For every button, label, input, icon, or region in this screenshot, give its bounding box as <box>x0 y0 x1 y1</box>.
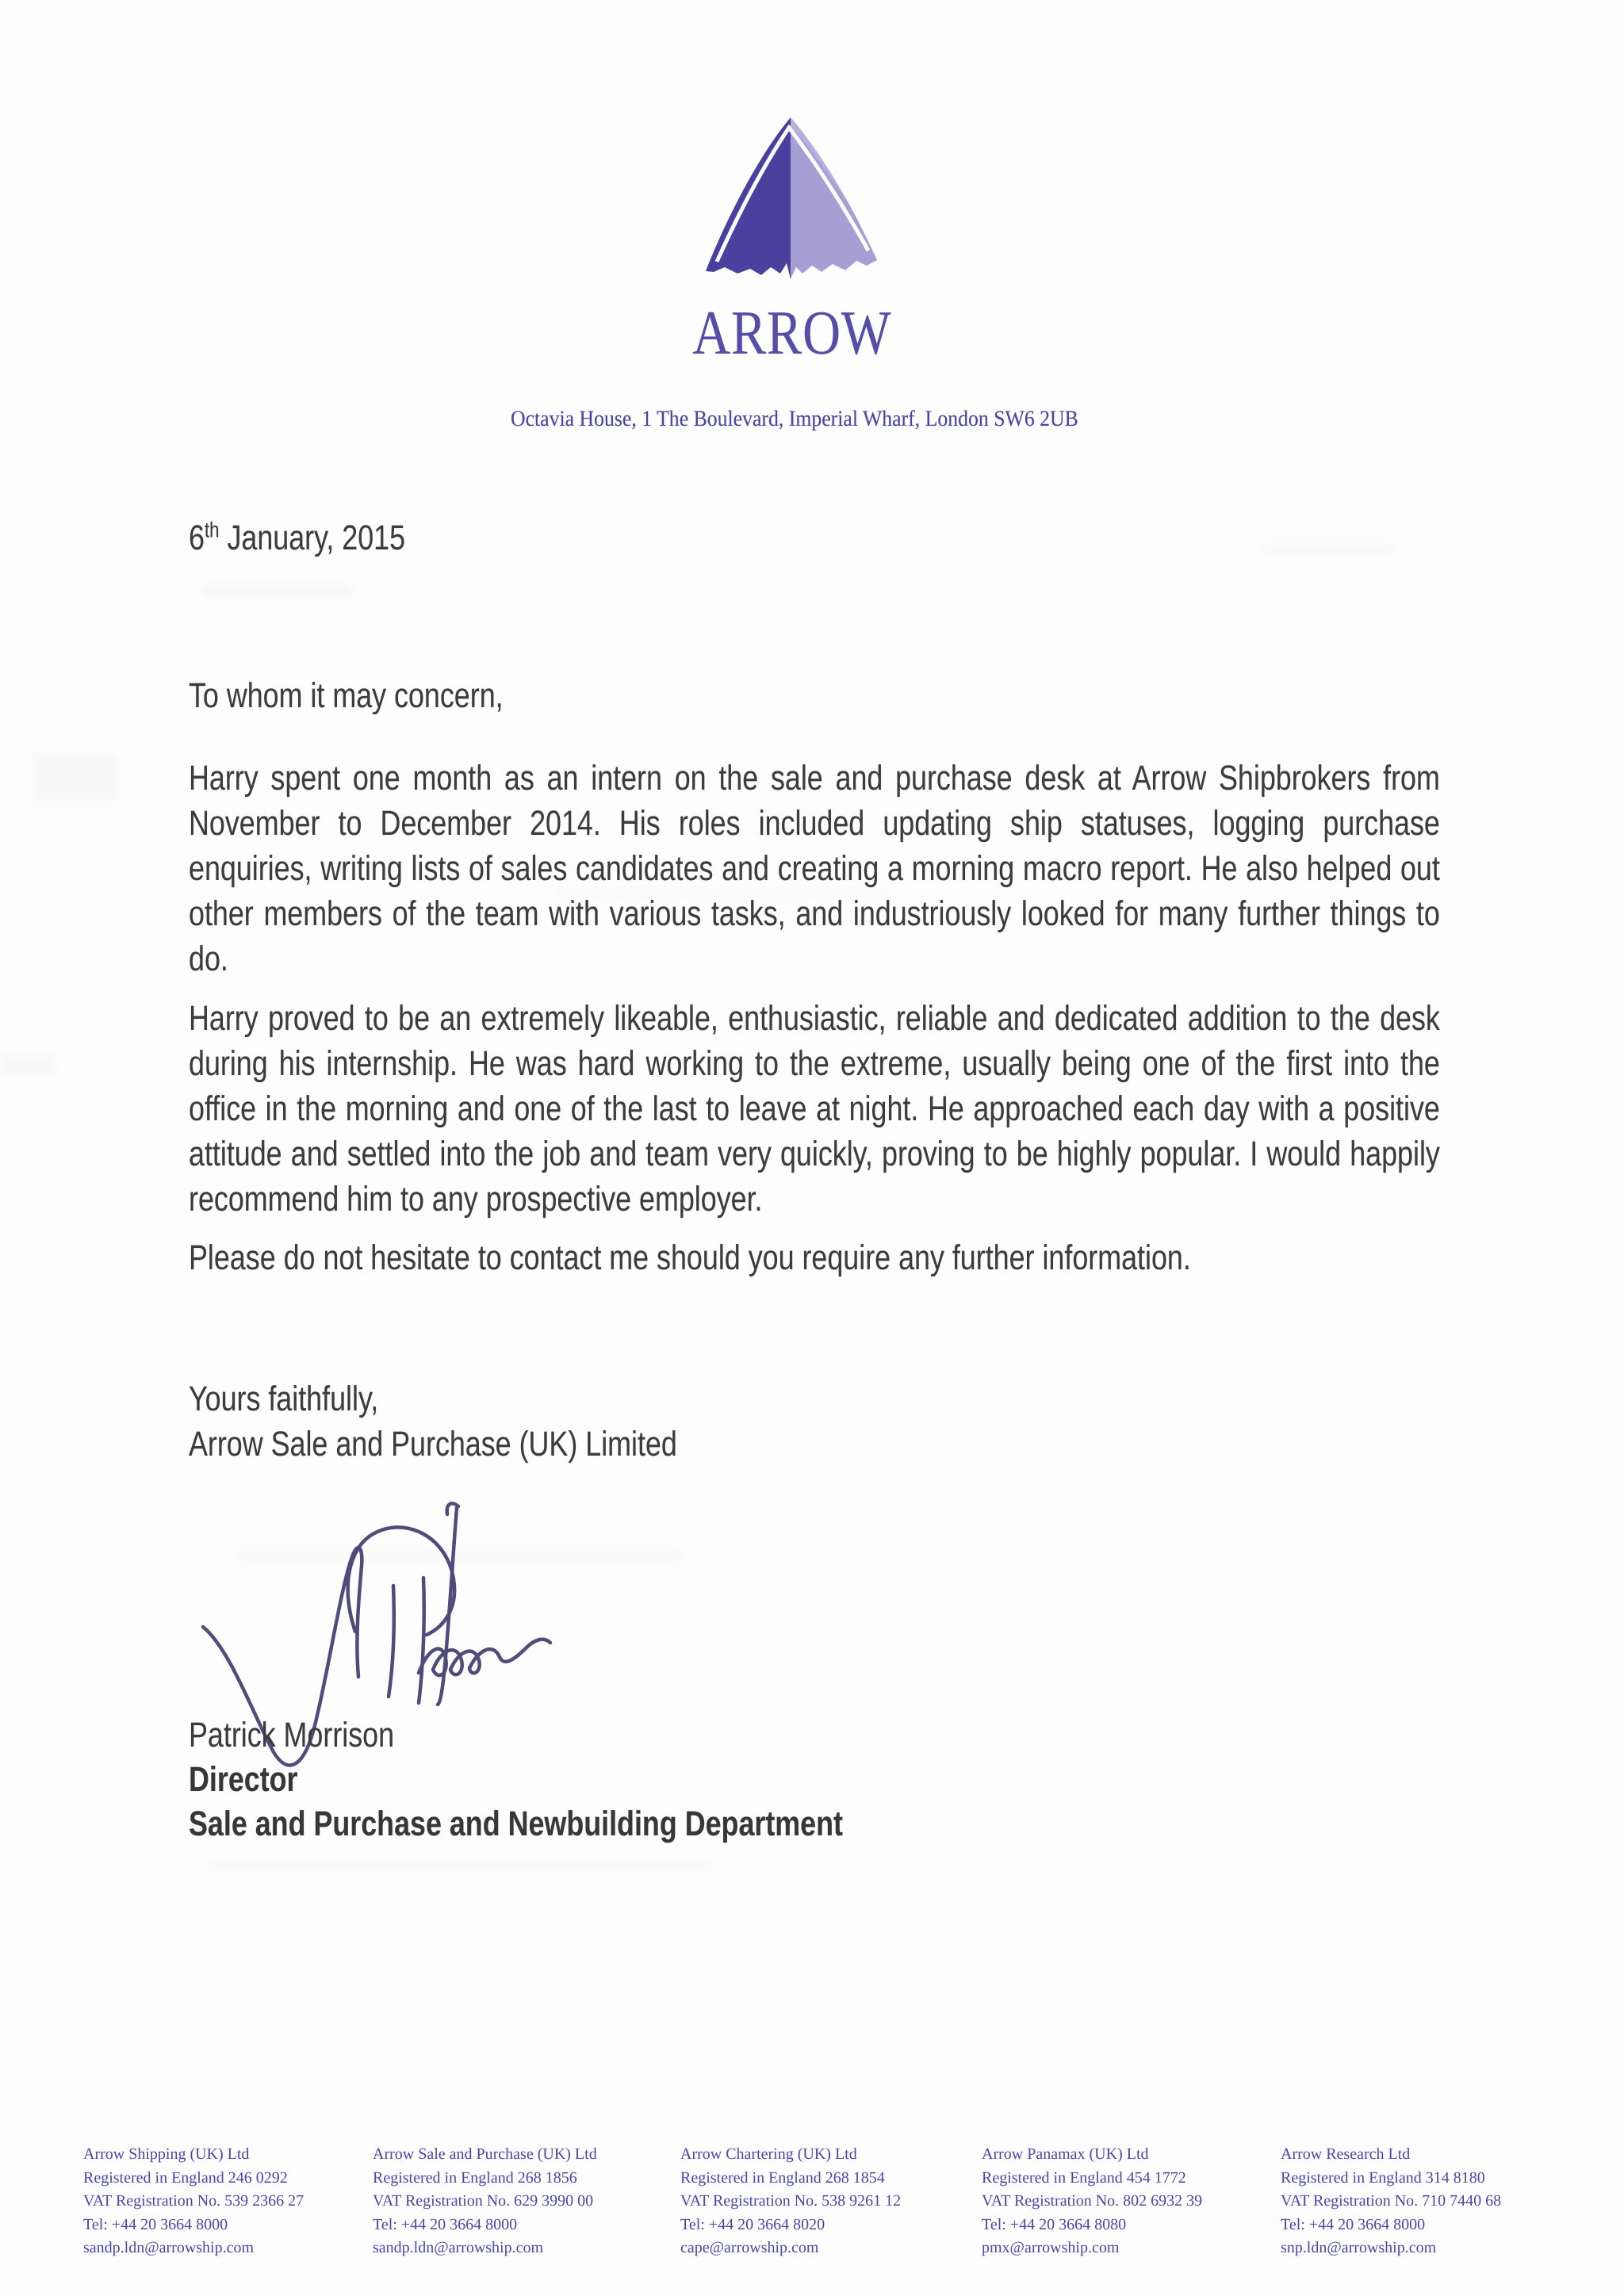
company-vat: VAT Registration No. 539 2366 27 <box>83 2192 304 2210</box>
company-registration: Registered in England 268 1856 <box>373 2168 577 2187</box>
greeting: To whom it may concern, <box>189 676 504 715</box>
company-tel: Tel: +44 20 3664 8020 <box>680 2215 825 2233</box>
brand-wordmark: ARROW <box>692 299 892 368</box>
company-name: Arrow Chartering (UK) Ltd <box>680 2145 857 2163</box>
company-name: Arrow Sale and Purchase (UK) Ltd <box>373 2145 597 2163</box>
closing-company: Arrow Sale and Purchase (UK) Limited <box>189 1425 677 1464</box>
company-email: sandp.ldn@arrowship.com <box>373 2239 544 2256</box>
scan-smudge <box>206 1859 714 1870</box>
footer-company-3 <box>680 2143 901 2260</box>
letter-date <box>189 515 1624 561</box>
company-vat: VAT Registration No. 710 7440 68 <box>1281 2192 1502 2210</box>
scan-smudge <box>32 753 119 801</box>
footer-company-2 <box>373 2143 597 2260</box>
paragraph-3: Please do not hesitate to contact me should you require any further information. <box>189 1238 1191 1277</box>
company-registration: Registered in England 454 1772 <box>982 2168 1186 2187</box>
company-name: Arrow Research Ltd <box>1281 2145 1411 2163</box>
closing-block <box>189 1376 1624 1467</box>
company-registration: Registered in England 314 8180 <box>1281 2168 1485 2187</box>
company-tel: Tel: +44 20 3664 8000 <box>1281 2215 1426 2233</box>
signatory-block <box>189 1713 1624 1846</box>
paragraph-1: Harry spent one month as an intern on the sale and purchase desk at Arrow Shipbrokers from November to December 2014. His roles included updating ship statuses, logging purchase enquiries, writing lists of sales candidates and creating a morning macro report. He also helped out other members of the team with various tasks, and industriously looked for many further things to do. <box>189 759 1440 978</box>
scan-smudge <box>202 585 353 595</box>
company-email: cape@arrowship.com <box>680 2239 819 2256</box>
company-vat: VAT Registration No. 802 6932 39 <box>982 2192 1203 2210</box>
paragraph-2: Harry proved to be an extremely likeable, enthusiastic, reliable and dedicated addition to the desk during his internship. He was hard working to the extreme, usually being one of the first into the office in the morning and one of the last to leave at night. He approached each day with a positive attitude and settled into the job and team very quickly, proving to be highly popular. I would happily recommend him to any prospective employer. <box>189 999 1440 1219</box>
company-registration: Registered in England 268 1854 <box>680 2168 885 2187</box>
company-registration: Registered in England 246 0292 <box>83 2168 288 2187</box>
company-vat: VAT Registration No. 629 3990 00 <box>373 2192 594 2210</box>
company-tel: Tel: +44 20 3664 8000 <box>373 2215 518 2233</box>
footer-company-4 <box>982 2143 1202 2260</box>
company-name: Arrow Panamax (UK) Ltd <box>982 2145 1149 2163</box>
date-rest: January, 2015 <box>219 519 406 557</box>
company-vat: VAT Registration No. 538 9261 12 <box>680 2192 902 2210</box>
signatory-title: Director <box>189 1760 298 1799</box>
company-tel: Tel: +44 20 3664 8080 <box>982 2215 1127 2233</box>
date-ordinal-suffix: th <box>204 517 220 542</box>
company-tel: Tel: +44 20 3664 8000 <box>83 2215 228 2233</box>
footer-company-1 <box>83 2143 304 2260</box>
company-email: snp.ldn@arrowship.com <box>1281 2239 1437 2256</box>
company-email: sandp.ldn@arrowship.com <box>83 2239 255 2256</box>
letterhead-address: Octavia House, 1 The Boulevard, Imperial Wharf, London SW6 2UB <box>510 407 1078 431</box>
footer-company-5 <box>1281 2143 1501 2260</box>
valediction: Yours faithfully, <box>189 1380 379 1418</box>
signatory-department: Sale and Purchase and Newbuilding Department <box>189 1804 843 1843</box>
signatory-name: Patrick Morrison <box>189 1716 395 1755</box>
company-email: pmx@arrowship.com <box>982 2239 1120 2256</box>
arrow-sail-logo-icon <box>704 116 879 284</box>
company-name: Arrow Shipping (UK) Ltd <box>83 2145 250 2163</box>
date-day: 6 <box>189 519 205 557</box>
scan-smudge <box>0 1054 56 1075</box>
